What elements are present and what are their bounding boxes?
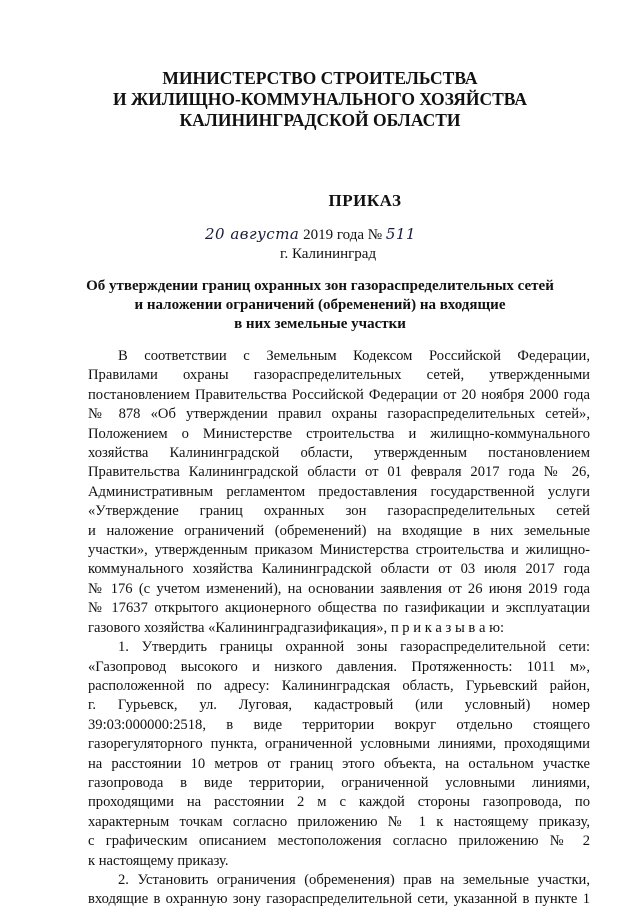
text-line: постановлением Правительства Российской Федерации от 20 ноября 2000 года — [88, 386, 590, 403]
text-line: № 17637 открытого акционерного общества по газификации и эксплуатации — [88, 600, 590, 617]
order-date-line — [205, 225, 435, 244]
order-title: ПРИКАЗ — [328, 191, 402, 210]
text-line: проходящими на расстоянии 2 м с каждой стороны газопровода, по — [88, 794, 590, 811]
text-line: с графическим описанием местоположения согласно приложению № 2 — [88, 833, 590, 850]
text-line: коммунального хозяйства Калининградской области от 03 июля 2017 года — [88, 561, 590, 578]
text-line: газорегуляторного пункта, ограниченной условными линиями, проходящими — [88, 736, 590, 753]
text-line: входящие в охранную зону газораспределительной сети, указанной в пункте 1 — [88, 891, 590, 908]
handwritten-number: 511 — [385, 225, 416, 243]
text-line: «Утверждение границ охранных зон газораспределительных сетей — [88, 503, 590, 520]
text-line: 39:03:000000:2518, в виде территории вокруг отдельно стоящего — [88, 716, 590, 733]
text-line: Правительства Калининградской области от 01 февраля 2017 года № 26, — [88, 464, 590, 481]
clause-1-paragraph — [88, 638, 590, 871]
text-line: Положением о Министерстве строительства и жилищно-коммунального — [88, 425, 590, 442]
order-city: г. Калининград — [280, 246, 377, 262]
text-line: 2. Установить ограничения (обременения) прав на земельные участки, — [118, 871, 590, 888]
subject-line-1: Об утверждении границ охранных зон газораспределительных сетей — [86, 278, 554, 294]
text-line: 1. Утвердить границы охранной зоны газораспределительной сети: — [118, 639, 590, 656]
subject-line-3: в них земельные участки — [234, 316, 406, 332]
text-line: № 878 «Об утверждении правил охраны газораспределительных сетей», — [88, 406, 590, 423]
text-line: Административным регламентом предоставления государственной услуги — [88, 483, 590, 500]
text-line: газового хозяйства «Калининградгазификация», п р и к а з ы в а ю: — [88, 619, 505, 636]
clause-2-paragraph — [88, 871, 590, 910]
text-line: В соответствии с Земельным Кодексом Российской Федерации, — [118, 348, 590, 364]
text-line: газопровода в виде территории, ограниченной условными линиями, — [88, 774, 590, 791]
text-line: Правилами охраны газораспределительных сетей, утвержденными — [88, 367, 590, 384]
text-line: хозяйства Калининградской области, утвержденным постановлением — [88, 445, 590, 462]
ministry-line-3: КАЛИНИНГРАДСКОЙ ОБЛАСТИ — [179, 110, 461, 130]
text-line: характерным точкам согласно приложению № 1 к настоящему приказу, — [88, 813, 590, 830]
text-line: к настоящему приказу. — [88, 852, 229, 869]
text-line: на расстоянии 10 метров от границ этого объекта, на остальном участке — [88, 755, 590, 772]
text-line: г. Гурьевск, ул. Луговая, кадастровый (или условный) номер — [88, 697, 590, 714]
ministry-header — [0, 68, 640, 131]
handwritten-date: 20 августа — [205, 225, 300, 243]
text-line: расположенной по адресу: Калининградская область, Гурьевский район, — [88, 677, 590, 694]
ministry-line-2: И ЖИЛИЩНО-КОММУНАЛЬНОГО ХОЗЯЙСТВА — [112, 89, 528, 109]
text-line: «Газопровод высокого и низкого давления. Протяженность: 1011 м», — [88, 658, 590, 675]
order-body — [88, 347, 590, 910]
text-line: участки», утвержденным приказом Министерства строительства и жилищно- — [88, 542, 590, 559]
order-subject — [0, 277, 640, 334]
printed-date: 2019 года № — [303, 227, 383, 243]
preamble-paragraph — [88, 347, 590, 638]
subject-line-2: и наложении ограничений (обременений) на входящие — [134, 297, 506, 313]
text-line: и наложение ограничений (обременений) на входящие в них земельные — [88, 522, 590, 539]
text-line: № 176 (с учетом изменений), на основании заявления от 26 июня 2019 года — [88, 580, 590, 597]
ministry-line-1: МИНИСТЕРСТВО СТРОИТЕЛЬСТВА — [162, 68, 478, 88]
